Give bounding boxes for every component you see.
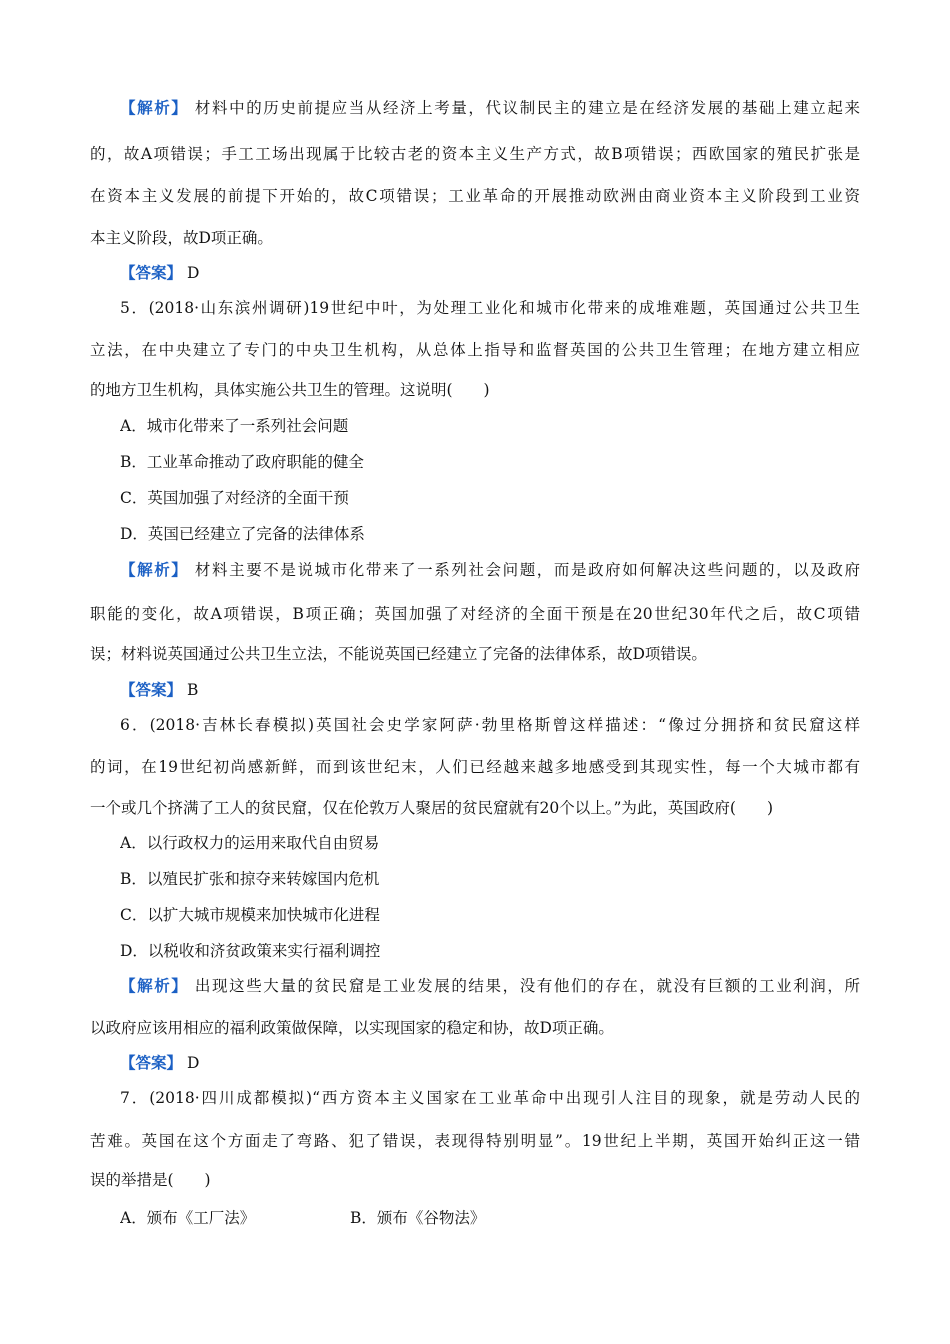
question-stem: 6．(2018·吉林长春模拟)英国社会史学家阿萨·勃里格斯曾这样描述：“像过分拥挤和贫民窟这样: [120, 716, 860, 734]
question-stem: 7．(2018·四川成都模拟)“西方资本主义国家在工业革命中出现引人注目的现象，就是劳动人民的: [120, 1089, 860, 1107]
analysis-tag: 【解析】: [120, 98, 189, 117]
analysis-line: 【解析】 材料中的历史前提应当从经济上考量，代议制民主的建立是在经济发展的基础上建立起来: [120, 98, 860, 117]
answer-line: [120, 680, 860, 700]
question-stem: 5．(2018·山东滨州调研)19世纪中叶，为处理工业化和城市化带来的成堆难题，英国通过公共卫生: [120, 299, 860, 317]
answer-value: B: [182, 681, 199, 699]
option-d: D．以税收和济贫政策来实行福利调控: [120, 942, 381, 960]
question-stem: 的地方卫生机构，具体实施公共卫生的管理。这说明( ): [90, 381, 490, 399]
analysis-tag: 【解析】: [120, 560, 189, 579]
analysis-line: 以政府应该用相应的福利政策做保障，以实现国家的稳定和协，故D项正确。: [90, 1019, 614, 1037]
option-c: C．以扩大城市规模来加快城市化进程: [120, 906, 380, 924]
analysis-line: 的，故A项错误；手工工场出现属于比较古老的资本主义生产方式，故B项错误；西欧国家的殖民扩张是: [90, 145, 860, 163]
answer-line: [120, 263, 860, 283]
option-a: A．颁布《工厂法》: [120, 1209, 256, 1227]
option-a: A．以行政权力的运用来取代自由贸易: [120, 834, 380, 852]
answer-value: D: [182, 264, 200, 282]
answer-tag: 【答案】: [120, 680, 183, 699]
option-b: B．颁布《谷物法》: [350, 1209, 486, 1227]
answer-line: [120, 1053, 860, 1073]
answer-value: D: [182, 1054, 200, 1072]
option-a: A．城市化带来了一系列社会问题: [120, 417, 349, 435]
analysis-line: 本主义阶段，故D项正确。: [90, 229, 273, 247]
analysis-line: 【解析】 材料主要不是说城市化带来了一系列社会问题，而是政府如何解决这些问题的，以及政府: [120, 560, 860, 579]
answer-tag: 【答案】: [120, 263, 183, 282]
analysis-line: 职能的变化，故A项错误，B项正确；英国加强了对经济的全面干预是在20世纪30年代之后，故C项错: [90, 605, 860, 623]
analysis-line: 在资本主义发展的前提下开始的，故C项错误；工业革命的开展推动欧洲由商业资本主义阶段到工业资: [90, 187, 860, 205]
answer-tag: 【答案】: [120, 1053, 183, 1072]
question-stem: 立法，在中央建立了专门的中央卫生机构，从总体上指导和监督英国的公共卫生管理；在地方建立相应: [90, 341, 860, 359]
option-c: C．英国加强了对经济的全面干预: [120, 489, 349, 507]
option-d: D．英国已经建立了完备的法律体系: [120, 525, 365, 543]
question-stem: 苦难。英国在这个方面走了弯路、犯了错误，表现得特别明显”。19世纪上半期，英国开始纠正这一错: [90, 1132, 860, 1150]
analysis-line: 误；材料说英国通过公共卫生立法，不能说英国已经建立了完备的法律体系，故D项错误。: [90, 645, 707, 663]
option-b: B．以殖民扩张和掠夺来转嫁国内危机: [120, 870, 380, 888]
question-stem: 误的举措是( ): [90, 1171, 211, 1189]
question-stem: 的词，在19世纪初尚感新鲜，而到该世纪末，人们已经越来越多地感受到其现实性，每一个大城市都有: [90, 758, 860, 776]
analysis-line: 【解析】 出现这些大量的贫民窟是工业发展的结果，没有他们的存在，就没有巨额的工业利润，所: [120, 976, 860, 995]
analysis-tag: 【解析】: [120, 976, 189, 995]
option-b: B．工业革命推动了政府职能的健全: [120, 453, 364, 471]
question-stem: 一个或几个挤满了工人的贫民窟，仅在伦敦万人聚居的贫民窟就有20个以上。”为此，英国政府( ): [90, 799, 773, 817]
